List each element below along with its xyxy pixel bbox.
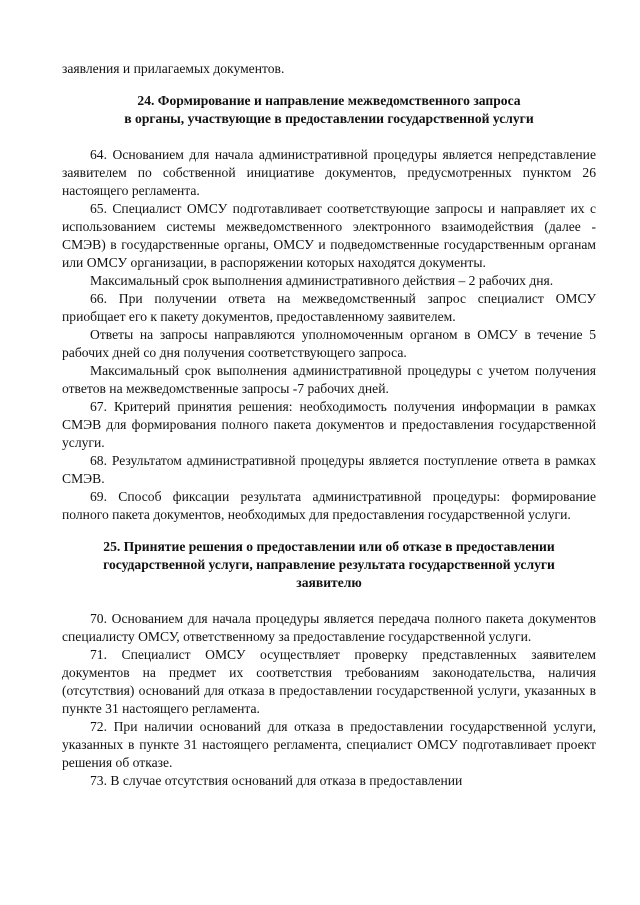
- section-24-heading: [62, 92, 596, 128]
- intro-paragraph: заявления и прилагаемых документов.: [62, 61, 285, 76]
- section-25-heading-line-1: 25. Принятие решения о предоставлении или об отказе в предоставлении: [103, 539, 555, 554]
- paragraph-71: 71. Специалист ОМСУ осуществляет проверку представленных заявителем документов на предмет их соответствия требованиям законодательства, наличия (отсутствия) оснований для отказа в предоставлении государственной услуги, указанных в пункте 31 настоящего регламента.: [62, 647, 596, 716]
- section-24-heading-line-2: в органы, участвующие в предоставлении государственной услуги: [124, 111, 534, 126]
- paragraph-64: 64. Основанием для начала административной процедуры является непредставление заявителем по собственной инициативе документов, предусмотренных пунктом 26 настоящего регламента.: [62, 147, 596, 198]
- paragraph-65: 65. Специалист ОМСУ подготавливает соответствующие запросы и направляет их с использованием системы межведомственного электронного взаимодействия (далее - СМЭВ) в государственные органы, ОМСУ и подведомственные государственным органам или ОМСУ организации, в распоряжении которых находятся документы.: [62, 201, 596, 270]
- section-25-heading-line-3: заявителю: [296, 575, 362, 590]
- paragraph-72: 72. При наличии оснований для отказа в предоставлении государственной услуги, указанных в пункте 31 настоящего регламента, специалист ОМСУ подготавливает проект решения об отказе.: [62, 719, 596, 770]
- paragraph-73: 73. В случае отсутствия оснований для отказа в предоставлении: [90, 773, 463, 788]
- document-page: [62, 60, 596, 790]
- paragraph-70: 70. Основанием для начала процедуры является передача полного пакета документов специалисту ОМСУ, ответственному за предоставление государственной услуги.: [62, 611, 596, 644]
- paragraph-65-deadline: Максимальный срок выполнения административного действия – 2 рабочих дня.: [90, 273, 554, 288]
- section-25-heading-line-2: государственной услуги, направление результата государственной услуги: [103, 557, 555, 572]
- section-25-heading: [62, 538, 596, 592]
- paragraph-66-answers: Ответы на запросы направляются уполномоченным органом в ОМСУ в течение 5 рабочих дней со дня получения соответствующего запроса.: [62, 327, 596, 360]
- section-24-heading-line-1: 24. Формирование и направление межведомственного запроса: [137, 93, 521, 108]
- paragraph-66: 66. При получении ответа на межведомственный запрос специалист ОМСУ приобщает его к пакету документов, предоставленному заявителем.: [62, 291, 596, 324]
- paragraph-68: 68. Результатом административной процедуры является поступление ответа в рамках СМЭВ.: [62, 453, 596, 486]
- paragraph-66-deadline: Максимальный срок выполнения административной процедуры с учетом получения ответов на межведомственные запросы -7 рабочих дней.: [62, 363, 596, 396]
- paragraph-67: 67. Критерий принятия решения: необходимость получения информации в рамках СМЭВ для формирования полного пакета документов и предоставления государственной услуги.: [62, 399, 596, 450]
- paragraph-69: 69. Способ фиксации результата административной процедуры: формирование полного пакета документов, необходимых для предоставления государственной услуги.: [62, 489, 596, 522]
